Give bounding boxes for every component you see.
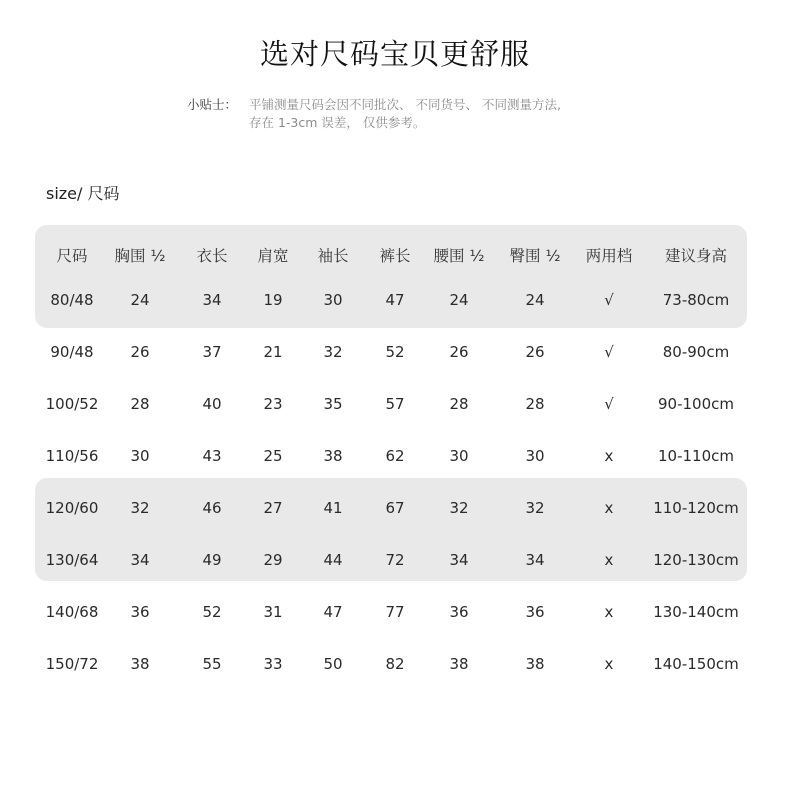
table-row xyxy=(0,482,790,534)
cell-length: 52 xyxy=(202,603,222,621)
cell-hip: 34 xyxy=(525,551,545,569)
cell-height: 140-150cm xyxy=(653,655,739,673)
cell-shoulder: 29 xyxy=(263,551,283,569)
cell-crotch: x xyxy=(604,603,614,621)
header-length: 衣长 xyxy=(196,247,228,265)
cell-shoulder: 25 xyxy=(263,447,283,465)
cell-pants: 72 xyxy=(385,551,405,569)
table-row xyxy=(0,534,790,586)
cell-crotch: x xyxy=(604,499,614,517)
cell-waist: 24 xyxy=(449,291,469,309)
cell-size: 120/60 xyxy=(45,499,99,517)
table-row xyxy=(0,638,790,690)
table-row xyxy=(0,586,790,638)
cell-pants: 77 xyxy=(385,603,405,621)
cell-chest: 30 xyxy=(130,447,150,465)
cell-size: 100/52 xyxy=(45,395,99,413)
cell-size: 150/72 xyxy=(45,655,99,673)
header-size: 尺码 xyxy=(56,247,88,265)
cell-hip: 26 xyxy=(525,343,545,361)
cell-shoulder: 23 xyxy=(263,395,283,413)
cell-waist: 26 xyxy=(449,343,469,361)
cell-sleeve: 30 xyxy=(323,291,343,309)
cell-chest: 28 xyxy=(130,395,150,413)
cell-waist: 28 xyxy=(449,395,469,413)
cell-height: 80-90cm xyxy=(662,343,730,361)
cell-sleeve: 44 xyxy=(323,551,343,569)
cell-crotch: x xyxy=(604,551,614,569)
page-title: 选对尺码宝贝更舒服 xyxy=(259,37,530,71)
size-label: size/ 尺码 xyxy=(46,184,120,203)
cell-sleeve: 50 xyxy=(323,655,343,673)
cell-chest: 34 xyxy=(130,551,150,569)
header-chest: 胸围 ½ xyxy=(114,247,166,265)
cell-length: 43 xyxy=(202,447,222,465)
header-waist: 腰围 ½ xyxy=(433,247,485,265)
cell-sleeve: 35 xyxy=(323,395,343,413)
cell-shoulder: 27 xyxy=(263,499,283,517)
table-row xyxy=(0,274,790,326)
cell-size: 80/48 xyxy=(50,291,94,309)
cell-sleeve: 38 xyxy=(323,447,343,465)
cell-hip: 38 xyxy=(525,655,545,673)
cell-hip: 24 xyxy=(525,291,545,309)
cell-crotch: √ xyxy=(604,343,614,361)
cell-height: 130-140cm xyxy=(653,603,739,621)
cell-sleeve: 32 xyxy=(323,343,343,361)
cell-crotch: √ xyxy=(604,291,614,309)
cell-length: 37 xyxy=(202,343,222,361)
cell-pants: 67 xyxy=(385,499,405,517)
header-hip: 臀围 ½ xyxy=(509,247,561,265)
cell-sleeve: 41 xyxy=(323,499,343,517)
cell-pants: 62 xyxy=(385,447,405,465)
cell-waist: 34 xyxy=(449,551,469,569)
cell-crotch: x xyxy=(604,655,614,673)
cell-pants: 57 xyxy=(385,395,405,413)
tip-label: 小贴士： xyxy=(187,97,238,112)
cell-shoulder: 31 xyxy=(263,603,283,621)
cell-height: 120-130cm xyxy=(653,551,739,569)
cell-shoulder: 21 xyxy=(263,343,283,361)
cell-size: 140/68 xyxy=(45,603,99,621)
cell-crotch: x xyxy=(604,447,614,465)
header-pants: 裤长 xyxy=(379,247,411,265)
cell-shoulder: 19 xyxy=(263,291,283,309)
cell-length: 40 xyxy=(202,395,222,413)
cell-size: 130/64 xyxy=(45,551,99,569)
cell-height: 90-100cm xyxy=(658,395,734,413)
cell-length: 49 xyxy=(202,551,222,569)
cell-length: 55 xyxy=(202,655,222,673)
cell-chest: 38 xyxy=(130,655,150,673)
cell-sleeve: 47 xyxy=(323,603,343,621)
cell-chest: 24 xyxy=(130,291,150,309)
cell-height: 110-120cm xyxy=(653,499,739,517)
header-sleeve: 袖长 xyxy=(317,247,349,265)
cell-height: 10-110cm xyxy=(658,447,734,465)
cell-length: 34 xyxy=(202,291,222,309)
table-row xyxy=(0,430,790,482)
header-shoulder: 肩宽 xyxy=(257,247,289,265)
cell-waist: 32 xyxy=(449,499,469,517)
cell-chest: 36 xyxy=(130,603,150,621)
cell-waist: 36 xyxy=(449,603,469,621)
tip-line-2: 存在 1-3cm 误差， 仅供参考。 xyxy=(249,115,426,130)
table-row xyxy=(0,326,790,378)
cell-shoulder: 33 xyxy=(263,655,283,673)
cell-height: 73-80cm xyxy=(662,291,730,309)
cell-hip: 30 xyxy=(525,447,545,465)
header-crotch: 两用档 xyxy=(585,247,633,265)
cell-waist: 38 xyxy=(449,655,469,673)
cell-waist: 30 xyxy=(449,447,469,465)
cell-length: 46 xyxy=(202,499,222,517)
cell-hip: 36 xyxy=(525,603,545,621)
cell-pants: 47 xyxy=(385,291,405,309)
cell-hip: 32 xyxy=(525,499,545,517)
header-height: 建议身高 xyxy=(664,247,727,265)
tip-line-1: 平铺测量尺码会因不同批次、 不同货号、 不同测量方法, xyxy=(249,97,561,112)
cell-size: 110/56 xyxy=(45,447,99,465)
cell-hip: 28 xyxy=(525,395,545,413)
cell-crotch: √ xyxy=(604,395,614,413)
tip-text xyxy=(249,96,669,132)
table-row xyxy=(0,378,790,430)
cell-chest: 32 xyxy=(130,499,150,517)
cell-pants: 52 xyxy=(385,343,405,361)
cell-pants: 82 xyxy=(385,655,405,673)
cell-chest: 26 xyxy=(130,343,150,361)
cell-size: 90/48 xyxy=(50,343,94,361)
